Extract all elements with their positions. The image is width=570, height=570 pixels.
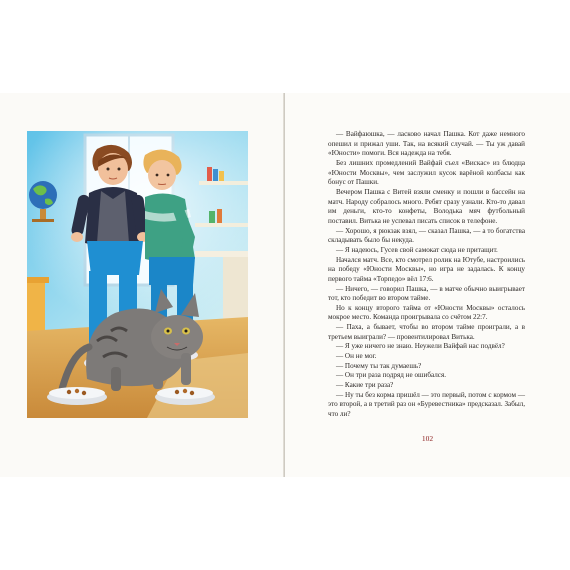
left-page (0, 93, 285, 477)
page-number: 102 (421, 434, 434, 443)
book-illustration (27, 131, 248, 418)
shelf (199, 181, 248, 185)
bowl-left (47, 387, 107, 405)
chair (27, 281, 45, 337)
paragraph: Без лишних промедлений Вайфай съел «Вискас» из блюдца «Юности Москвы», чем заслужил кусок варёной колбасы как бонус от Пашки. (328, 158, 525, 187)
paragraph: — Он не мог. (336, 352, 377, 361)
paragraph: — Он три раза подряд не ошибался. (336, 371, 447, 380)
paragraph: — Я уже ничего не знаю. Неужели Вайфай нас подвёл? (336, 342, 505, 351)
book-spread (0, 93, 570, 477)
paragraph: — Ну ты без корма пришёл — это первый, потом с кормом — это второй, а в третий раз он «Буревестника» предсказал. Забыл, что ли? (328, 390, 525, 419)
paragraph: — Вайфаюшка, — ласково начал Пашка. Кот даже немного опешил и прижал уши. Так, на всякий случай. — Ты уж давай «Юности» помоги. Вся надежда на тебя. (328, 130, 525, 158)
paragraph: Вечером Пашка с Витей взяли сменку и пошли в бассейн на матч. Народу собралось много. Ребят сразу узнали. Кто-то давал им деньги, кто-то конфеты, Володька мяч футбольный поставил. Витька не успевал писать список в телефоне. (328, 187, 525, 225)
paragraph: — Ничего, — говорил Пашка, — в матче обычно выигрывает тот, кто победит во втором тайме. (328, 284, 525, 303)
paragraph: — Какие три раза? (336, 381, 394, 390)
paragraph: — Хорошо, я рюкзак взял, — сказал Пашка, — а то богатства складывать было бы некуда. (328, 226, 525, 245)
shelf (195, 223, 248, 227)
paragraph: — Почему ты так думаешь? (336, 361, 422, 370)
text-block (328, 130, 525, 420)
paragraph: — Я надеюсь, Гусев свой самокат сюда не притащит. (336, 245, 498, 254)
desk (195, 251, 248, 257)
paragraph: — Паха, а бывает, чтобы во втором тайме проиграли, а в третьем выиграли? — провентилировал Витька. (328, 323, 525, 341)
paragraph: Начался матч. Все, кто смотрел ролик на Ютубе, настроились на победу «Юности Москвы», но игра не задалась. К концу первого тайма «Торпедо» вёл 17:6. (328, 255, 525, 283)
bowl-right (155, 387, 215, 405)
paragraph: Но к концу второго тайма от «Юности Москвы» осталось мокрое место. Команда проигрывала со счётом 22:7. (328, 303, 525, 322)
